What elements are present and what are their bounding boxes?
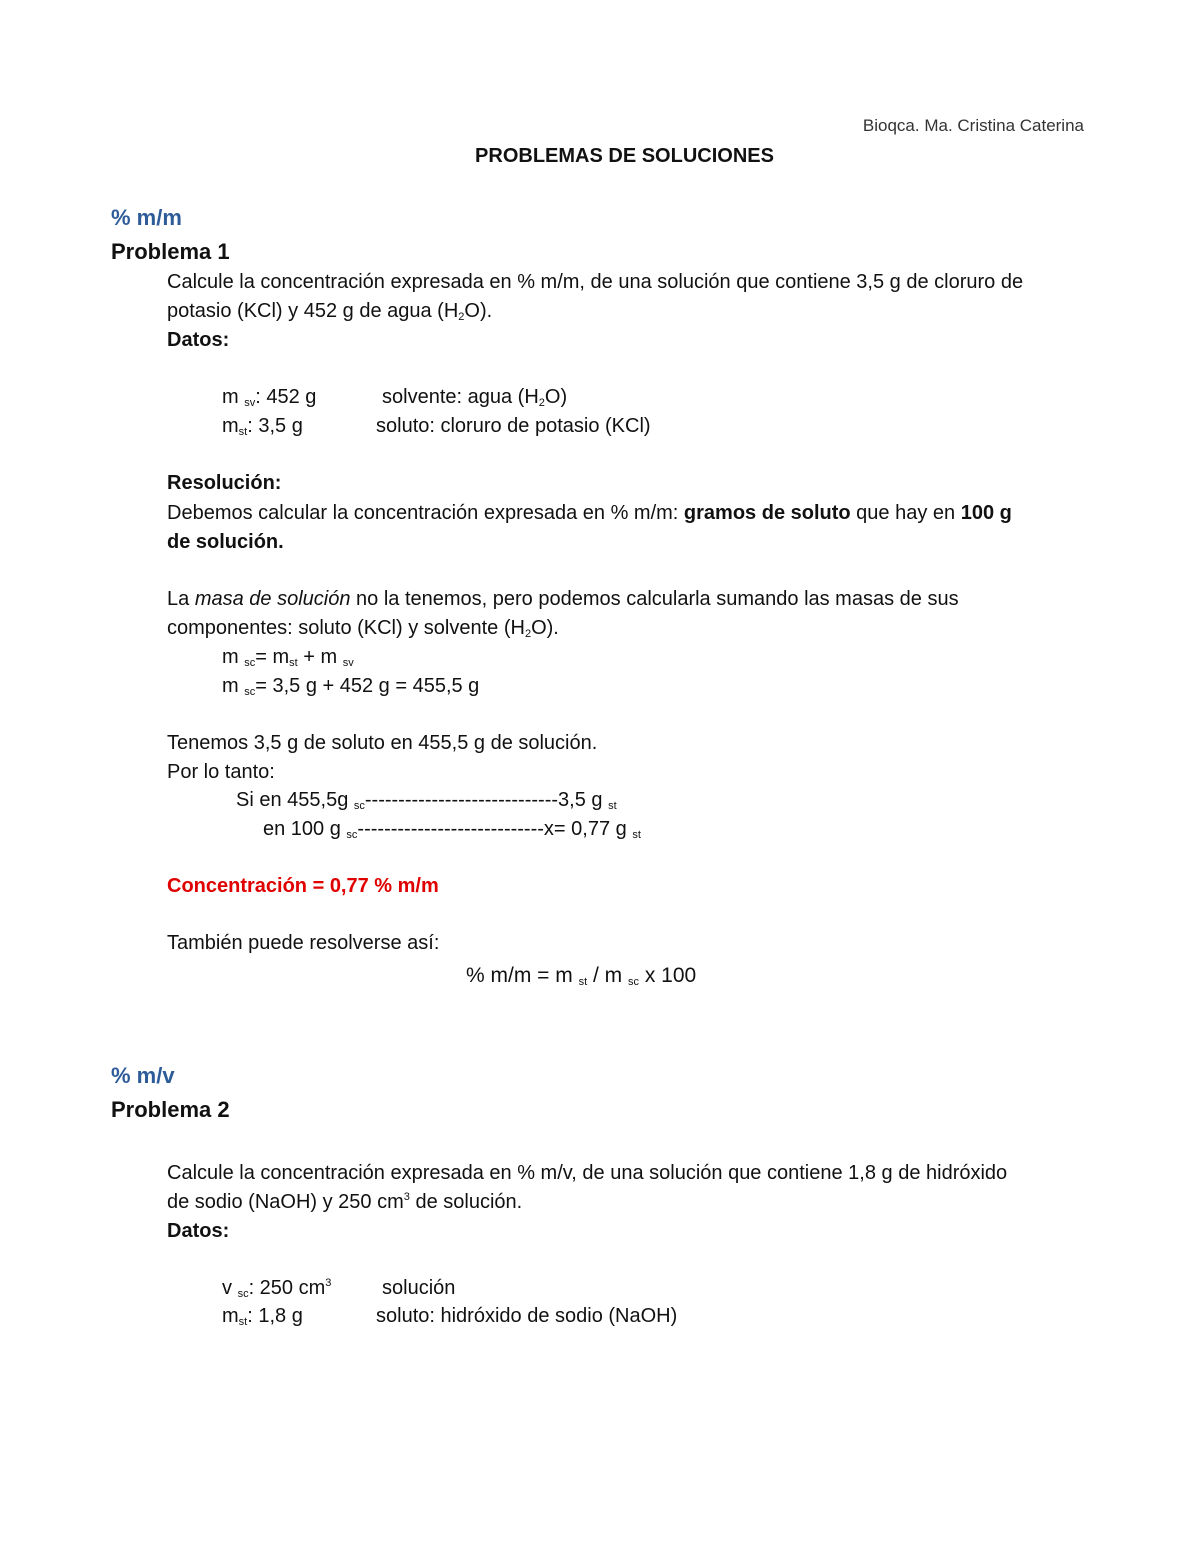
equation-1: m $_{sc}= m_{st} + m$ $_{sv}$ xyxy=(222,646,354,669)
por-lo-tanto: Por lo tanto: xyxy=(167,761,275,783)
problem-2-statement-line-1: Calcule la concentración expresada en % m/v, de una solución que contiene 1,8 g de hidróxido xyxy=(167,1162,1008,1184)
equation-2: m $_{sc}$= 3,5 g + 452 g = 455,5 g xyxy=(222,675,480,698)
problem-1-statement-line-2: potasio (KCl) y 452 g de agua $(H_2O)$. xyxy=(167,300,493,323)
page-title: PROBLEMAS DE SOLUCIONES xyxy=(475,145,774,167)
author-line: Bioqca. Ma. Cristina Caterina xyxy=(862,116,1084,135)
vsc-value: v $_{sc}$: 250 $cm^3$ xyxy=(222,1277,332,1300)
section-heading-mm: % m/m xyxy=(111,205,182,230)
tambien-line: También puede resolverse así: xyxy=(167,932,440,954)
rule-of-three-line-2: en 100 g $_{sc}$----------------------------x= 0,77 g $_{st}$ xyxy=(263,818,641,841)
componentes-line: componentes: soluto (KCl) y solvente $(H_2O)$. xyxy=(167,617,559,640)
mst-description-2: soluto: hidróxido de sodio (NaOH) xyxy=(376,1305,678,1327)
section-heading-mv: % m/v xyxy=(111,1063,175,1088)
formula-mm: % m/m = m $_{st}$ / m $_{sc}$ x 100 xyxy=(466,964,697,988)
mst-description: soluto: cloruro de potasio (KCl) xyxy=(376,415,651,437)
problem-2-statement-line-2: de sodio (NaOH) y 250 $cm^3$ de solución. xyxy=(167,1191,523,1213)
problem-2-heading: Problema 2 xyxy=(111,1097,230,1122)
problem-1-heading: Problema 1 xyxy=(111,239,230,264)
masa-solucion-line: La masa de solución no la tenemos, pero podemos calcularla sumando las masas de sus xyxy=(167,588,959,610)
problem-1-statement-line-1: Calcule la concentración expresada en % m/m, de una solución que contiene 3,5 g de cloruro de xyxy=(167,271,1024,293)
msv-value: m $_{sv}$: 452 g xyxy=(222,386,317,409)
mst-value: $m_{st}$: 3,5 g xyxy=(222,415,303,438)
vsc-description: solución xyxy=(382,1277,456,1299)
datos-label: Datos: xyxy=(167,329,230,351)
resolucion-label: Resolución: xyxy=(167,472,282,494)
resolucion-line-1: Debemos calcular la concentración expresada en % m/m: gramos de soluto que hay en 100 g xyxy=(167,502,1012,524)
resolucion-line-2: de solución. xyxy=(167,531,284,553)
rule-of-three-line-1: Si en 455,5g $_{sc}$-----------------------------3,5 g $_{st}$ xyxy=(236,789,617,812)
datos-label-2: Datos: xyxy=(167,1220,230,1242)
concentration-result: Concentración = 0,77 % m/m xyxy=(167,875,439,897)
msv-description: solvente: agua $(H_2O)$ xyxy=(382,386,568,409)
tenemos-line: Tenemos 3,5 g de soluto en 455,5 g de solución. xyxy=(167,732,598,754)
mst-value-2: $m_{st}$: 1,8 g xyxy=(222,1305,303,1328)
